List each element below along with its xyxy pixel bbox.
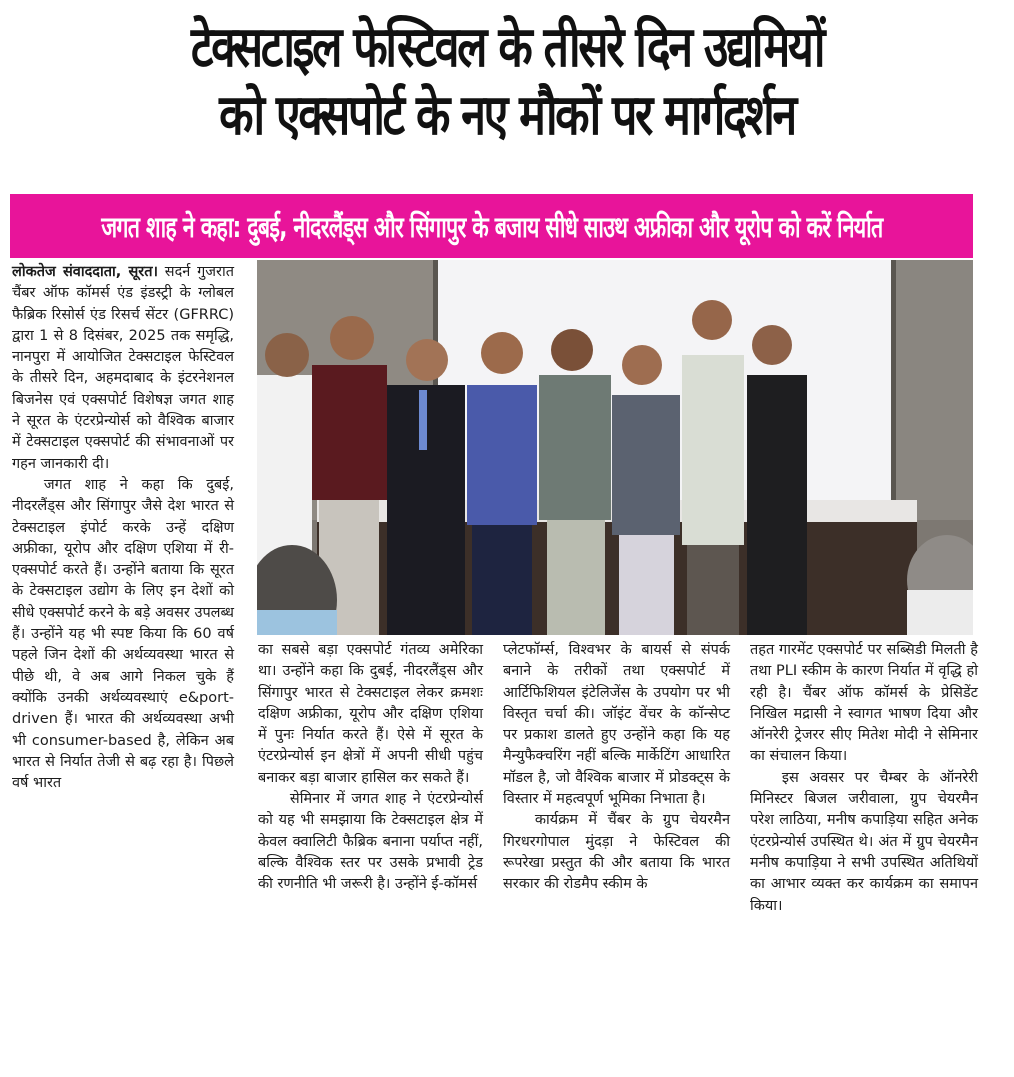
article-paragraph-2: जगत शाह ने कहा कि दुबई, नीदरलैंड्स और सिंगापुर जैसे देश भारत से टेक्सटाइल इंपोर्ट करके उन्हें दक्षिण अफ्रीका, यूरोप और दक्षिण एशिया में री-एक्सपोर्ट करते हैं। उन्होंने बताया कि सूरत के टेक्सटाइल उद्योग के लिए इन देशों को सीधे एक्सपोर्ट करने के बड़े अवसर उपलब्ध हैं। उन्होंने यह भी स्पष्ट किया कि 60 वर्ष पहले जिन देशों की अर्थव्यवस्था भारत से पीछे थी, वे अब आगे निकल चुके हैं क्योंकि उनकी अर्थव्यवस्थाएं e&port-driven हैं। भारत की अर्थव्यवस्था अभी भी consumer-based है, लेकिन अब भारत से निर्यात तेजी से बढ़ रहा है। पिछले वर्ष भारत — [12, 476, 234, 792]
headline-line-1: टेक्सटाइल फेस्टिवल के तीसरे दिन उद्यमियों — [190, 15, 824, 80]
article-paragraph-5: प्लेटफॉर्म्स, विश्वभर के बायर्स से संपर्क बनाने के तरीकों तथा एक्सपोर्ट में आर्टिफिशियल इंटेलिजेंस के उपयोग पर भी विस्तृत चर्चा की। जॉइंट वेंचर के कॉन्सेप्ट पर प्रकाश डालते हुए उन्होंने कहा कि यह मैन्युफैक्चरिंग नहीं बल्कि मार्केटिंग आधारित मॉडल है, जो वैश्विक बाजार में प्रोडक्ट्स के विस्तार में महत्वपूर्ण भूमिका निभाता है। — [503, 642, 730, 808]
article-paragraph-6: कार्यक्रम में चैंबर के ग्रुप चेयरमैन गिरधरगोपाल मुंदड़ा ने फेस्टिवल की रूपरेखा प्रस्तुत की और बताया कि भारत सरकार की रोडमैप स्कीम के — [503, 812, 730, 893]
article-paragraph-4: सेमिनार में जगत शाह ने एंटरप्रेन्योर्स को यह भी समझाया कि टेक्सटाइल क्षेत्र में केवल क्वालिटी फैब्रिक बनाना पर्याप्त नहीं, बल्कि वैश्विक स्तर पर उसके प्रभावी ट्रेड की रणनीति भी जरूरी है। उन्होंने ई-कॉमर्स — [258, 791, 483, 893]
group-photo — [257, 260, 973, 635]
article-paragraph-7: तहत गारमेंट एक्सपोर्ट पर सब्सिडी मिलती है तथा PLI स्कीम के कारण निर्यात में वृद्धि हो रही है। चैंबर ऑफ कॉमर्स के प्रेसिडेंट निखिल मद्रासी ने स्वागत भाषण दिया और ऑनरेरी ट्रेजरर सीए मितेश मोदी ने सेमिनार का संचालन किया। — [750, 642, 978, 765]
article-column-2 — [258, 640, 483, 896]
article-paragraph-8: इस अवसर पर चैम्बर के ऑनरेरी मिनिस्टर बिजल जरीवाला, ग्रुप चेयरमैन परेश लाठिया, मनीष कपाड़िया सहित अनेक एंटरप्रेन्योर्स उपस्थित थे। अंत में ग्रुप चेयरमैन मनीष कपाड़िया ने सभी उपस्थित अतिथियों का आभार व्यक्त कर कार्यक्रम का समापन किया। — [750, 769, 978, 914]
subheadline-text: जगत शाह ने कहा: दुबई, नीदरलैंड्स और सिंगापुर के बजाय सीधे साउथ अफ्रीका और यूरोप को करें निर्यात — [100, 209, 883, 244]
article-column-1 — [12, 262, 234, 794]
article-column-4 — [750, 640, 978, 917]
article-paragraph-1: सदर्न गुजरात चैंबर ऑफ कॉमर्स एंड इंडस्ट्री के ग्लोबल फैब्रिक रिसोर्स एंड रिसर्च सेंटर (GFRRC) द्वारा 1 से 8 दिसंबर, 2025 तक समृद्धि, नानपुरा में आयोजित टेक्सटाइल फेस्टिवल के तीसरे दिन, अहमदाबाद के इंटरनेशनल बिजनेस एवं एक्सपोर्ट विशेषज्ञ जगत शाह ने सूरत के एंटरप्रेन्योर्स को वैश्विक बाजार में टेक्सटाइल एक्सपोर्ट की संभावनाओं पर गहन जानकारी दी। — [12, 264, 235, 472]
headline — [0, 15, 1014, 149]
article-column-3 — [503, 640, 730, 896]
article-paragraph-3: का सबसे बड़ा एक्सपोर्ट गंतव्य अमेरिका था। उन्होंने कहा कि दुबई, नीदरलैंड्स और सिंगापुर भारत से टेक्सटाइल लेकर क्रमशः दक्षिण अफ्रीका, यूरोप और दक्षिण एशिया में पुनः निर्यात करते हैं। ऐसे में सूरत के एंटरप्रेन्योर्स इन क्षेत्रों में अपनी सीधी पहुंच बनाकर बड़ा बाजार हासिल कर सकते हैं। — [258, 642, 483, 786]
subheadline-banner — [10, 194, 973, 258]
group-photo-illustration — [257, 260, 973, 635]
dateline: लोकतेज संवाददाता, सूरत। — [12, 264, 158, 280]
headline-line-2: को एक्सपोर्ट के नए मौकों पर मार्गदर्शन — [219, 83, 795, 149]
